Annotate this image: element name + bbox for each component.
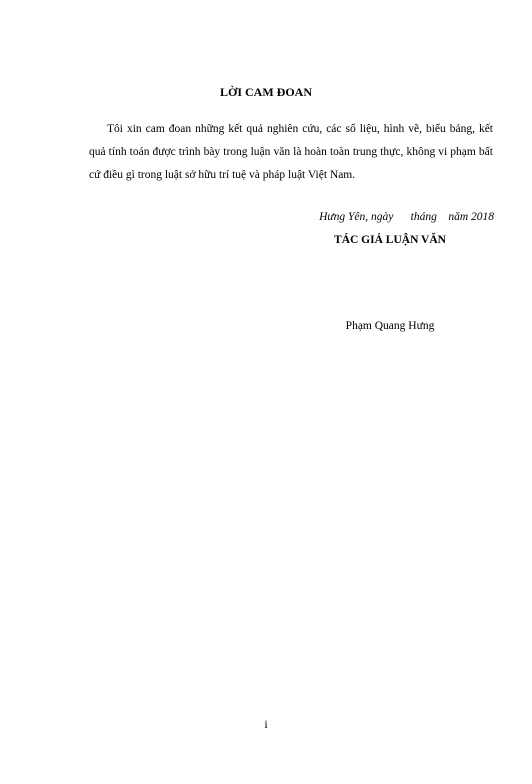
author-label: TÁC GIẢ LUẬN VĂN <box>334 234 446 246</box>
declaration-paragraph: Tôi xin cam đoan những kết quả nghiên cứu, các số liệu, hình vẽ, biểu bảng, kết quả tính toán được trình bày trong luận văn là hoàn toàn trung thực, không vi phạm bất cứ điều gì trong luật sở hữu trí tuệ và pháp luật Việt Nam. <box>89 123 493 181</box>
page-title: LỜI CAM ĐOAN <box>220 85 312 99</box>
page-number: i <box>264 717 268 731</box>
author-name: Phạm Quang Hưng <box>345 320 435 332</box>
date-line: Hưng Yên, ngày tháng năm 2018 <box>319 211 494 223</box>
